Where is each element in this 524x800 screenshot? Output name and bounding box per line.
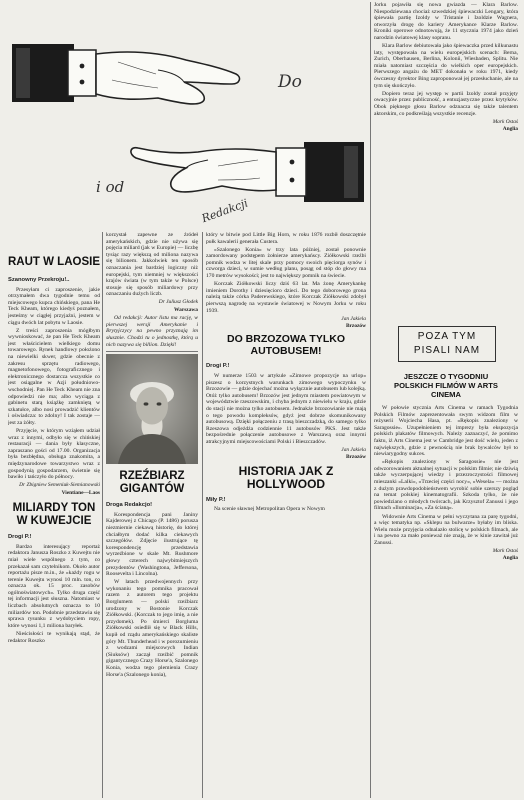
editor-note bbox=[106, 315, 198, 348]
column-divider bbox=[202, 232, 203, 798]
masthead-do: Do bbox=[278, 72, 302, 92]
headline-rzezbiarz-gigantow: RZEŹBIARZ GIGANTÓW bbox=[119, 470, 185, 496]
headline-do-brzozowa: DO BRZOZOWA TYLKO AUTOBUSEM! bbox=[226, 333, 346, 358]
paragraph: Klara Barlow debiutowała jako śpiewaczka przed kilkunastu laty, występowała na wielu europejskich scenach: Berna, Zurich, Oberhausen, Berlina, Kolonii, Wiesbaden, Splitu. Nie miała natomiast szczęścia do wielkich oper europejskich. Pierwszego angażu do MET dokonała w roku 1971, kiedy ówczesny dyrektor Bing zaproponował jej przesłuchanie, ale na tym się skończyło. bbox=[374, 43, 518, 89]
signature-city: Anglia bbox=[502, 126, 518, 132]
signature-city: Warszawa bbox=[174, 306, 198, 313]
portrait-photo bbox=[106, 354, 198, 464]
paragraph: Widownie Arts Cinema w pełni wyczytana za parę tygodni, a więc tematyka np. »Sklepu na bulwarze« byłaby im bliska. Wielu może przyjęcia odnalazło stolicę w polskich filmach, ale i na pewno za mało ponieważ nie znają, że w kinie zawitał już Zanussi. bbox=[374, 513, 518, 546]
paragraph: Korczak Ziółkowski liczy dziś 63 lat. Ma żonę Amerykankę imieniem Dorothy i dziesięcioro dzieci. Do tego doborowego grona należą także córka Paderewskiego, które Korczak Ziółkowski zdobył pierwszą nagrodę na wystawie światowej w Nowym Jorku w roku 1939. bbox=[206, 281, 366, 314]
masthead-i-od: i od bbox=[96, 178, 125, 196]
salutation: Szanowny Przekroju!.. bbox=[8, 277, 70, 283]
salutation: Drogi P.! bbox=[8, 534, 32, 541]
salutation: Droga Redakcjo! bbox=[106, 502, 153, 509]
column-divider bbox=[102, 232, 103, 798]
signature-name: Dr Juliusz Głodek bbox=[158, 299, 198, 306]
box-line-1: POZA TYM bbox=[417, 331, 477, 342]
paragraph: Od redakcji: Autor listu ma rację, w pierwszej wersji Amerykanie i Brytyjczycy na pewno przyznają im słusznie. Chodzi tu o jednostkę, którą u nich nazywa się billion. Dzięki! bbox=[106, 315, 198, 348]
lower-hand-icon bbox=[131, 142, 364, 202]
signature-name: Jan Jakiela bbox=[341, 315, 366, 322]
paragraph: »Szalonego Konia« w trzy lata później, został ponownie zamordowany podstępem żołnierze amerykańscy. Ziółkowski rzeźbi pomnik wodza w litej skale przy pomocy swoich pięciorga synów i czworga dzieci, w sumie według planu, posąg od stóp do głowy ma 170 metrów wysokości; jest to największy pomnik na świecie. bbox=[206, 246, 366, 280]
masthead-redakcji: Redakcji bbox=[200, 196, 250, 226]
paragraph: Nieścisłości te wynikają stąd, że redaktor Roszko bbox=[8, 630, 100, 644]
column-divider bbox=[370, 2, 371, 798]
paragraph: korzystał zapewne ze źródeł amerykańskich, gdzie nie używa się pojęcia miliard (jak w Europie) — liczbę tysiąc razy większą od miliona nazywa się bilionem. Jakkolwiek ten sposób oznaczania jest bardziej logiczny niż europejski, tym niemniej w większości krajów świata (w tym także w Polsce) stosuje się sposób miliardowy przy oznaczaniu dużych liczb. bbox=[106, 232, 198, 298]
paragraph: Przyjęcie, w którym wziąłem udział wraz z innymi, odbyło się w chińskiej restauracji — dania były klasyczne, zapraszano gości od 17.00. Organizacja była bezbłędna, obsługa znakomita, a międzynarodowe towarzystwo wraz z gospodynią gospodarzem, świetnie się bawiło i tańczyło do północy. bbox=[8, 428, 100, 481]
paragraph: Na scenie sławnej Metropolitan Opera w Nowym bbox=[214, 506, 325, 513]
signature-name: Jan Jakiela bbox=[341, 447, 366, 454]
signature-city: Brzozów bbox=[345, 454, 366, 461]
rule bbox=[106, 351, 198, 352]
signature-name: Mark Ostaś bbox=[492, 547, 518, 554]
paragraph: Jorku pojawiła się nowa gwiazda — Klara Barlow. Niespodziewana chociaż szwedzkiej śpiewaczki Lengary, która śpiewała partię Izoldy w Tristanie i Izoldzie Wagnera, otworzyła drogę do kariery Amerykance Klarze Barlow. Kroniki operowe odnotowują, że 11 stycznia 1974 jako dzień narodzin światowej klasy sopranu. bbox=[374, 2, 518, 41]
headline-miliardy-ton: MILIARDY TON W KUWEJCIE bbox=[12, 502, 96, 528]
paragraph: W latach przedwojennych przy wykonaniu tego pomnika pracował razem z autorem tego projektu Borglumem — polski rzeźbiarz urodzony w Bostonie Korczak Ziółkowski. (Korczak to jego imię, a nie przydomek). Po śmierci Borgluma Ziółkowski osiedlił się w Black Hills, kupił od rządu amerykańskiego skaliste góry Mt. Thunderhead i w porozumieniu z wodzami miejscowych Indian (Siuksów) zaczął rzeźbić pomnik gigantycznego Crazy Horse'a, Szalonego Konia, wodza tego plemienia Crazy Horse'a (Szalonego konia), bbox=[106, 579, 198, 678]
paragraph: »Rękopis znaleziony w Saragossie« nie jest odwzorowaniem aktualnej sytuacji w polskim filmie; nie dziwią także wyczerpującej wiedzy i przezroczystości filmowej mieszanki »Lalki«, »Trzeciej części nocy«, »Wesela« — można z dużym prawdopodobieństwem wyrobić sobie szerszy pogląd na temat polskiej kinematografii. Szkoda tylko, że nie powiedziano o młodych twórcach, jak Krzysztof Zanussi i jego filmach »Iluminacja«, »Za ścianą«. bbox=[374, 459, 518, 512]
paragraph: Korespondencja pani Janiny Kajderowej z Chicago (P. 1486) porusza niezmiernie ciekawą historię, do której chciałbym dodać kilka ciekawych szczegółów. Zdjęcie ilustrujące tę korespondencję przedstawia wyrzeźbione w skale Mt. Rushmore głowy czterech najwybitniejszych prezydentów (Washingtona, Jeffersona, Roosevelta i Lincolna). bbox=[106, 511, 198, 578]
column-a bbox=[8, 232, 100, 798]
poza-tym-pisali-nam-box bbox=[398, 326, 496, 362]
column-c bbox=[206, 232, 366, 798]
signature-name: Dr Zbigniew Semeniuk-Siemianowski bbox=[19, 482, 100, 489]
signature-city: Brzozów bbox=[345, 323, 366, 330]
signature-city: Vientiane—Laos bbox=[61, 489, 100, 496]
salutation: Drogi P.! bbox=[206, 363, 230, 370]
paragraph: Bardzo interesujący reportaż redaktora Janusza Roszko z Kuwejtu nie miał wiele wspólnego z tym, co przekazał sam czytelnikom. Około autor reportażu pisze m.in., że »każdy rogu w terenie Kuwejtu wynosi 10 mln. ton, co oznacza ok. 15 proc. zasobów ogólnoświatowych«. Tylko druga część tej informacji jest słuszna. Natomiast w liczbach absolutnych oznacza to 10 miliardów ton. Podobnie przedstawia się sprawa rysunku z wydobyciem ropy, które wynosi 1,1 miliona baryłek. bbox=[8, 543, 100, 629]
masthead-hands-illustration bbox=[8, 30, 368, 230]
upper-hand-icon bbox=[12, 44, 239, 104]
paragraph: który w bitwie pod Little Big Horn, w roku 1876 rozbił doszczętnie pułk kawalerii generała Custera. bbox=[206, 232, 366, 245]
paragraph: Dopiero teraz jej występ w partii Izoldy został przyjęty owacyjnie przez publiczność, a entuzjastyczne przez krytyków. Obok pięknego głosu Barlow odznacza się także talentem aktorskim, co podkreślają wszystkie recenzje. bbox=[374, 90, 518, 117]
paragraph: W połowie stycznia Arts Cinema w ramach Tygodnia Polskich Filmów zaprezentowała swym widzom film w reżyserii Wojciecha Hasa, pt. »Rękopis znaleziony w Saragossie«. Uzupełnieniem tej imprezy była ekspozycja polskich plakatów filmowych. Należy zaznaczyć, że pomimo faktu, iż Arts Cinema jest w Cambridge jest dość wielu, jeden z największych, gdzie z pewnością nie brak bywalców był to niewiarygodny sukces. bbox=[374, 405, 518, 458]
headline-raut-w-laosie: RAUT W LAOSIE bbox=[8, 256, 100, 268]
paragraph: Z treści zaproszenia mógłbym wywnioskować, że pan He Teck Kheam jest właścicielem wielkiego domu towarowego. Rynek handlowy położono na niewielki skwer, gdzie obecnie z zakresu sprzętu radiowego, magnetofonowego, fotograficznego i elektronicznego dostarcza wszystkie co jest osiągalne w Azji południowo-wschodniej. Pan He Teck Kheam nie zna odpowiedzi nie ma; albo wyciąga z gabinetu starą książkę zamkniętą w szkatułce, albo nosi prowadzić klientów i oświadcza: to zdolny! I tak zostaje — jest za żółty. bbox=[8, 327, 100, 426]
box-line-2: PISALI NAM bbox=[413, 345, 481, 356]
salutation: Miły P.! bbox=[206, 496, 226, 503]
column-d-lower bbox=[374, 368, 518, 798]
headline-historia-jak-z-hollywood: HISTORIA JAK Z HOLLYWOOD bbox=[238, 463, 334, 491]
signature-city: Anglia bbox=[502, 555, 518, 562]
headline-jeszcze-o-tygodniu: JESZCZE O TYGODNIU POLSKICH FILMÓW W ARTS CINEMA bbox=[394, 372, 498, 399]
paragraph: W numerze 1503 w artykule »Zimowe propozycje na urlop« piszesz o korzystnych warunkach zimowego wypoczynku w Brzozowie — gdzie dojechać można wyłącznie autobusem lub kolejką. Otóż tylko autobusem! Brzozów jest jednym miastem powiatowym w województwie rzeszowskim, i chyba jednym z niewielu w kraju, gdzie do stacji nie można tylko autobusem. Jednakże brzozowianie nie mają o tego powodu kompleksów, gdyż jest dobrze skomunikowany autobusową. Dzięki połączeniu z trasą bieszczadzką, do samego tylko Rzeszowa odjeżdża codziennie 11 autobusów PKS. Jest także bezpośrednie połączenie autobusowe z Warszawą oraz innymi atrakcyjnymi miejscowościami Polski i Bieszczadów. bbox=[206, 373, 366, 445]
signature-name: Mark Ostaś bbox=[492, 118, 518, 125]
paragraph: Przesyłam ci zaproszenie, jakie otrzymałem dwa tygodnie temu od miejscowego kupca chińskiego, pana He Teck Kheam, którego kiedyś poznałem, jesteśmy w ciągłej przyjaźni, jestem w ciągu dwóch lat pobytu w Laosie. bbox=[8, 286, 100, 326]
column-b bbox=[106, 232, 198, 798]
